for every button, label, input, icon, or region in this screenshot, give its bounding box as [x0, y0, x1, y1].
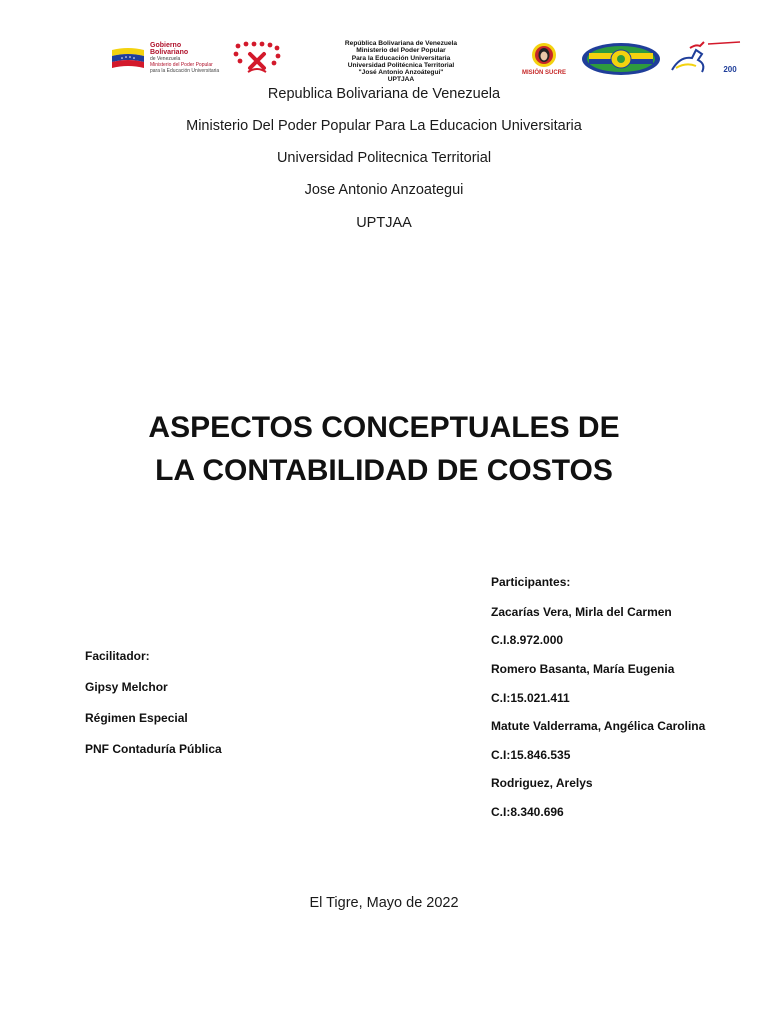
red-dots-logo-icon [230, 40, 284, 76]
institution-line-name: Jose Antonio Anzoategui [304, 182, 464, 198]
banner-line: República Bolivariana de Venezuela [344, 40, 458, 47]
title-line2: LA CONTABILIDAD DE COSTOS [155, 454, 613, 487]
title-line1: ASPECTOS CONCEPTUALES DE [148, 411, 620, 444]
gobierno-line2: Bolivariano [150, 49, 189, 56]
participant-line: C.I:8.340.696 [491, 805, 564, 819]
participant-line: C.I:15.021.411 [491, 691, 570, 705]
horse-rider-icon [666, 40, 752, 76]
facilitator-name: Gipsy Melchor [85, 680, 168, 694]
gobierno-bolivariano-logo [110, 44, 225, 72]
banner-line: "José Antonio Anzoátegui" [358, 69, 444, 77]
institution-line-acronym: UPTJAA [356, 215, 412, 231]
uptjaa-logo [580, 42, 662, 76]
place-date: El Tigre, Mayo de 2022 [309, 895, 459, 911]
participants-heading: Participantes: [491, 575, 571, 589]
participant-line: Rodriguez, Arelys [491, 776, 593, 790]
bicentenario-logo [666, 40, 752, 76]
participant-line: Matute Valderrama, Angélica Carolina [491, 719, 706, 733]
facilitator-program: PNF Contaduría Pública [85, 742, 222, 756]
document-title [0, 406, 768, 492]
gobierno-line1: Gobierno [150, 42, 182, 49]
facilitator-heading: Facilitador: [85, 649, 150, 663]
banner-institution-text [298, 40, 504, 84]
gobierno-sub2: para la Educación Universitaria [150, 68, 220, 74]
venezuela-flag-icon [110, 46, 146, 70]
participant-line: C.I.8.972.000 [491, 633, 564, 647]
gobierno-line3: de Venezuela [150, 56, 181, 62]
header-logo-banner [110, 40, 752, 84]
uptjaa-seal-icon [580, 42, 662, 76]
mision-sucre-logo [518, 42, 570, 76]
gobierno-sub1: Ministerio del Poder Popular [150, 62, 213, 68]
institution-line-university: Universidad Politecnica Territorial [276, 150, 492, 166]
mision-sucre-icon [518, 42, 570, 76]
institution-line-ministry: Ministerio Del Poder Popular Para La Educacion Universitaria [186, 118, 582, 134]
participant-line: Romero Basanta, María Eugenia [491, 662, 675, 676]
banner-line: UPTJAA [387, 76, 415, 84]
institution-line-republic: Republica Bolivariana de Venezuela [267, 86, 501, 102]
bicentenario-label: 200 [723, 65, 737, 74]
banner-line: Ministerio del Poder Popular [356, 47, 446, 55]
banner-line: Para la Educación Universitaria [351, 54, 451, 62]
participant-line: Zacarías Vera, Mirla del Carmen [491, 605, 672, 619]
participant-line: C.I:15.846.535 [491, 748, 571, 762]
facilitator-regime: Régimen Especial [85, 711, 188, 725]
banner-line: Universidad Politécnica Territorial [347, 61, 455, 69]
sucre-label: MISIÓN SUCRE [521, 70, 567, 76]
